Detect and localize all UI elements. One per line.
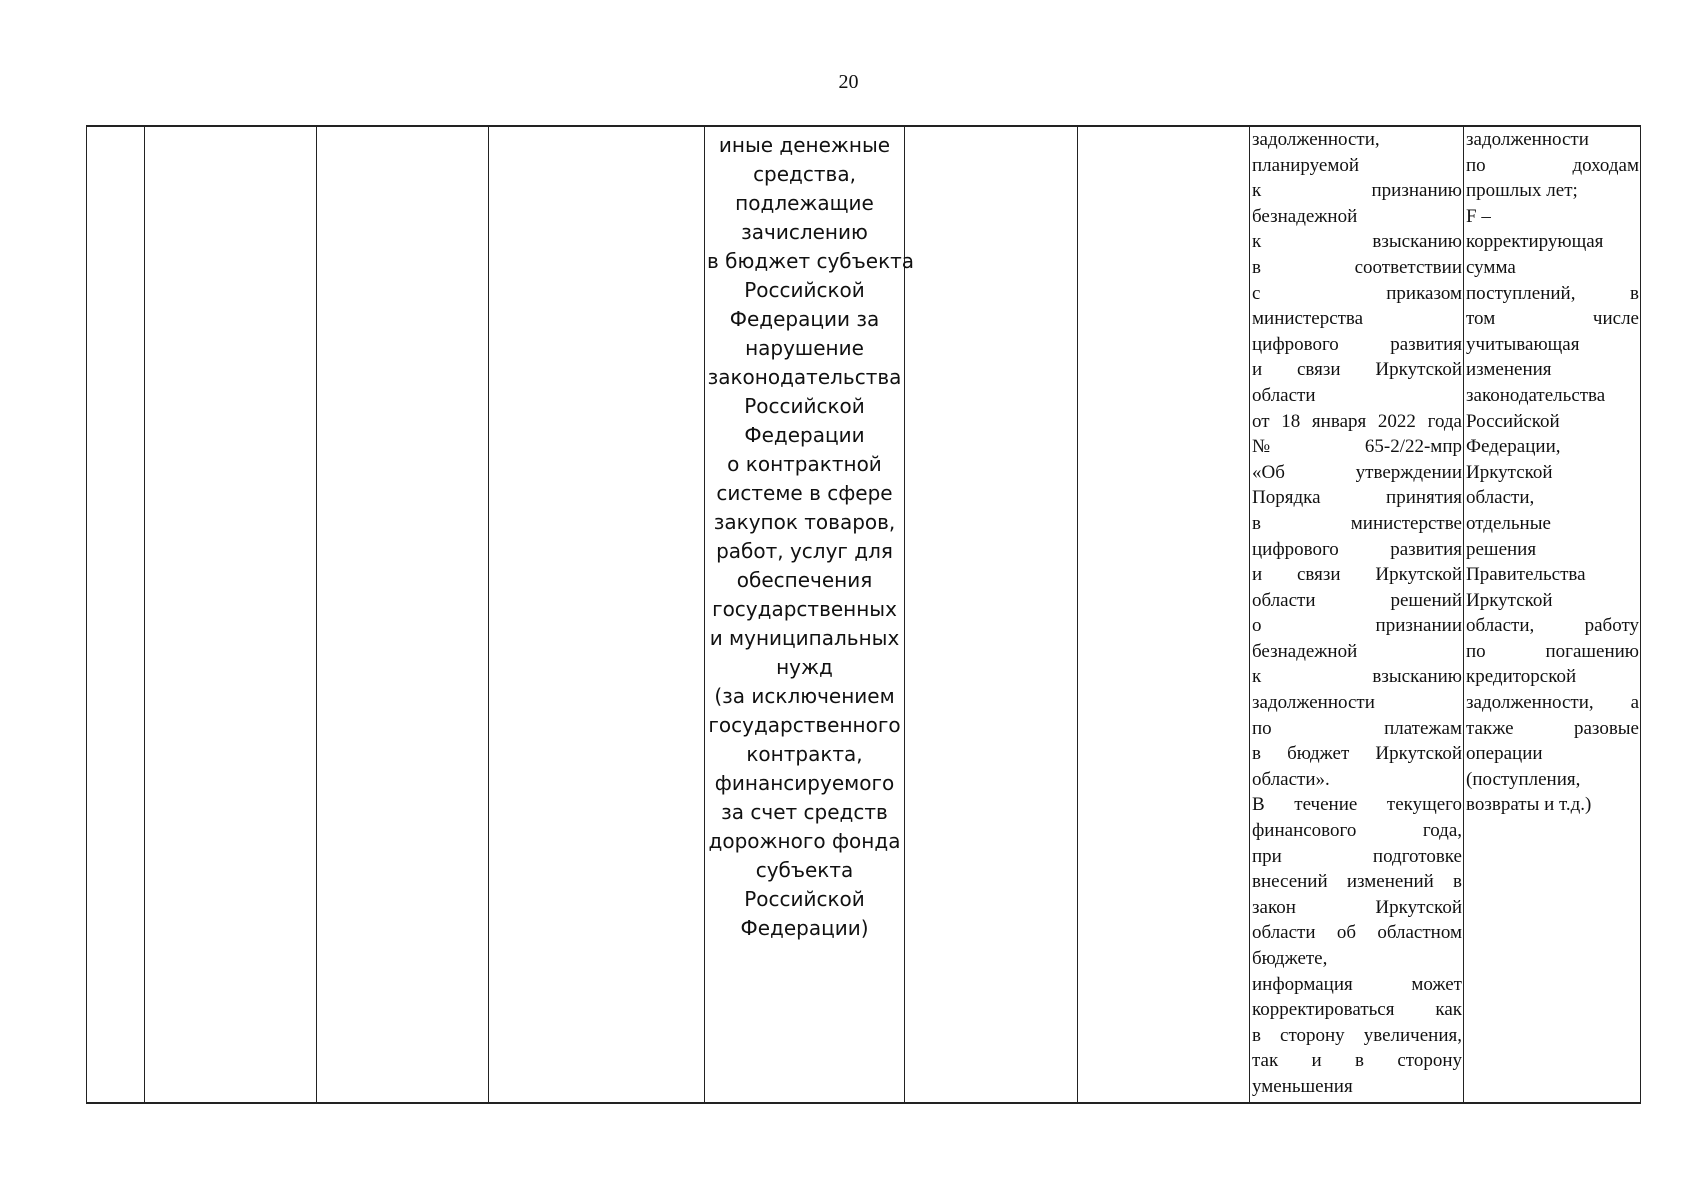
text-line: «Об утверждении: [1252, 461, 1462, 483]
text-line: в бюджет субъекта: [707, 249, 915, 273]
table-row: [87, 126, 1641, 1103]
text-line: кредиторской: [1466, 666, 1577, 688]
text-line: так и в сторону: [1252, 1050, 1462, 1072]
text-line: сумма: [1466, 256, 1516, 278]
text-line: нарушение: [745, 336, 864, 360]
text-line: Федерации за: [729, 307, 880, 331]
cell-calculation-notes: [1250, 126, 1464, 1103]
cell-col-4: [489, 126, 705, 1103]
text-line: контракта,: [746, 742, 863, 766]
text-line: в министерстве: [1252, 512, 1462, 534]
text-line: Иркутской: [1466, 461, 1553, 483]
text-line: бюджете,: [1252, 948, 1328, 969]
text-line: В течение текущего: [1252, 794, 1462, 816]
text-line: корректирующая: [1466, 231, 1604, 253]
text-line: задолженности, а: [1466, 692, 1639, 714]
text-line: № 65-2/22-мпр: [1252, 436, 1462, 458]
text-line: (поступления,: [1466, 768, 1581, 790]
text-line: дорожного фонда: [708, 829, 901, 853]
text-line: с приказом: [1252, 282, 1462, 304]
text-line: средства,: [753, 162, 856, 186]
text-line: о контрактной: [727, 452, 882, 476]
text-line: Российской: [744, 278, 865, 302]
text-line: уменьшения: [1252, 1075, 1353, 1097]
text-line: к признанию: [1252, 180, 1462, 202]
text-line: по погашению: [1466, 640, 1639, 662]
text-line: закупок товаров,: [713, 510, 896, 534]
text-line: нужд: [776, 655, 833, 679]
text-line: планируемой: [1252, 154, 1360, 176]
text-line: возвраты и т.д.): [1466, 794, 1592, 816]
text-line: по платежам: [1252, 717, 1462, 739]
text-line: по доходам: [1466, 154, 1639, 176]
text-line: Российской: [744, 394, 865, 418]
text-line: системе в сфере: [716, 481, 893, 505]
text-line: том числе: [1466, 308, 1639, 330]
text-line: от 18 января 2022 года: [1252, 410, 1462, 432]
cell-col-2: [145, 126, 317, 1103]
text-line: внесений изменений в: [1252, 871, 1462, 893]
text-line: законодательства: [707, 365, 902, 389]
text-line: о признании: [1252, 615, 1462, 637]
text-line: задолженности,: [1252, 129, 1380, 150]
text-line: к взысканию: [1252, 666, 1462, 688]
text-line: задолженности: [1466, 129, 1589, 150]
text-line: Иркутской: [1466, 589, 1553, 611]
text-line: в сторону увеличения,: [1252, 1024, 1462, 1046]
text-line: области об областном: [1252, 922, 1462, 944]
text-line: государственных: [712, 597, 897, 621]
text-line: задолженности: [1252, 692, 1375, 714]
text-line: отдельные: [1466, 512, 1551, 534]
text-line: учитывающая: [1466, 333, 1580, 355]
cell-formula-notes: [1464, 126, 1641, 1103]
text-line: Российской: [744, 887, 865, 911]
text-line: за счет средств: [721, 800, 888, 824]
page-number: 20: [838, 71, 859, 93]
text-line: работ, услуг для: [716, 539, 893, 563]
text-line: цифрового развития: [1252, 538, 1462, 560]
text-line: решения: [1466, 538, 1537, 560]
text-line: к взысканию: [1252, 231, 1462, 253]
text-line: F –: [1466, 205, 1491, 227]
text-line: безнадежной: [1252, 640, 1358, 662]
text-line: также разовые: [1466, 717, 1639, 739]
text-line: в соответствии: [1252, 256, 1462, 278]
text-line: и связи Иркутской: [1252, 564, 1462, 586]
text-line: изменения: [1466, 359, 1552, 381]
text-line: финансируемого: [714, 771, 895, 795]
text-line: области: [1252, 384, 1316, 406]
cell-col-3: [317, 126, 489, 1103]
cell-col-7: [1078, 126, 1250, 1103]
text-line: субъекта: [755, 858, 854, 882]
text-line: (за исключением: [714, 684, 895, 708]
text-line: корректироваться как: [1252, 999, 1462, 1021]
text-line: цифрового развития: [1252, 333, 1462, 355]
text-line: и связи Иркутской: [1252, 359, 1462, 381]
text-line: при подготовке: [1252, 845, 1462, 867]
cell-col-1: [87, 126, 145, 1103]
text-line: Федерации,: [1466, 436, 1561, 458]
text-line: министерства: [1252, 308, 1364, 330]
document-table: [86, 125, 1641, 1104]
text-line: информация может: [1252, 973, 1462, 995]
text-line: Российской: [1466, 410, 1560, 432]
text-line: поступлений, в: [1466, 282, 1639, 304]
text-line: подлежащие: [735, 191, 874, 215]
text-line: прошлых лет;: [1466, 180, 1578, 202]
text-line: и муниципальных: [709, 626, 900, 650]
cell-col-6: [905, 126, 1078, 1103]
text-line: государственного: [708, 713, 901, 737]
text-line: области».: [1252, 768, 1330, 790]
text-line: области, работу: [1466, 615, 1639, 637]
text-line: Порядка принятия: [1252, 487, 1462, 509]
text-line: Федерации: [744, 423, 865, 447]
text-line: в бюджет Иркутской: [1252, 743, 1462, 765]
text-line: закон Иркутской: [1252, 896, 1462, 918]
text-line: законодательства: [1466, 384, 1606, 406]
text-line: финансового года,: [1252, 820, 1462, 842]
text-line: области решений: [1252, 589, 1462, 611]
text-line: безнадежной: [1252, 205, 1358, 227]
text-line: области,: [1466, 487, 1535, 509]
text-line: иные денежные: [718, 133, 891, 157]
text-line: Федерации): [740, 916, 869, 940]
cell-income-description: [705, 126, 915, 1103]
text-line: обеспечения: [736, 568, 873, 592]
text-line: операции: [1466, 743, 1543, 765]
text-line: зачислению: [741, 220, 868, 244]
text-line: Правительства: [1466, 564, 1586, 586]
